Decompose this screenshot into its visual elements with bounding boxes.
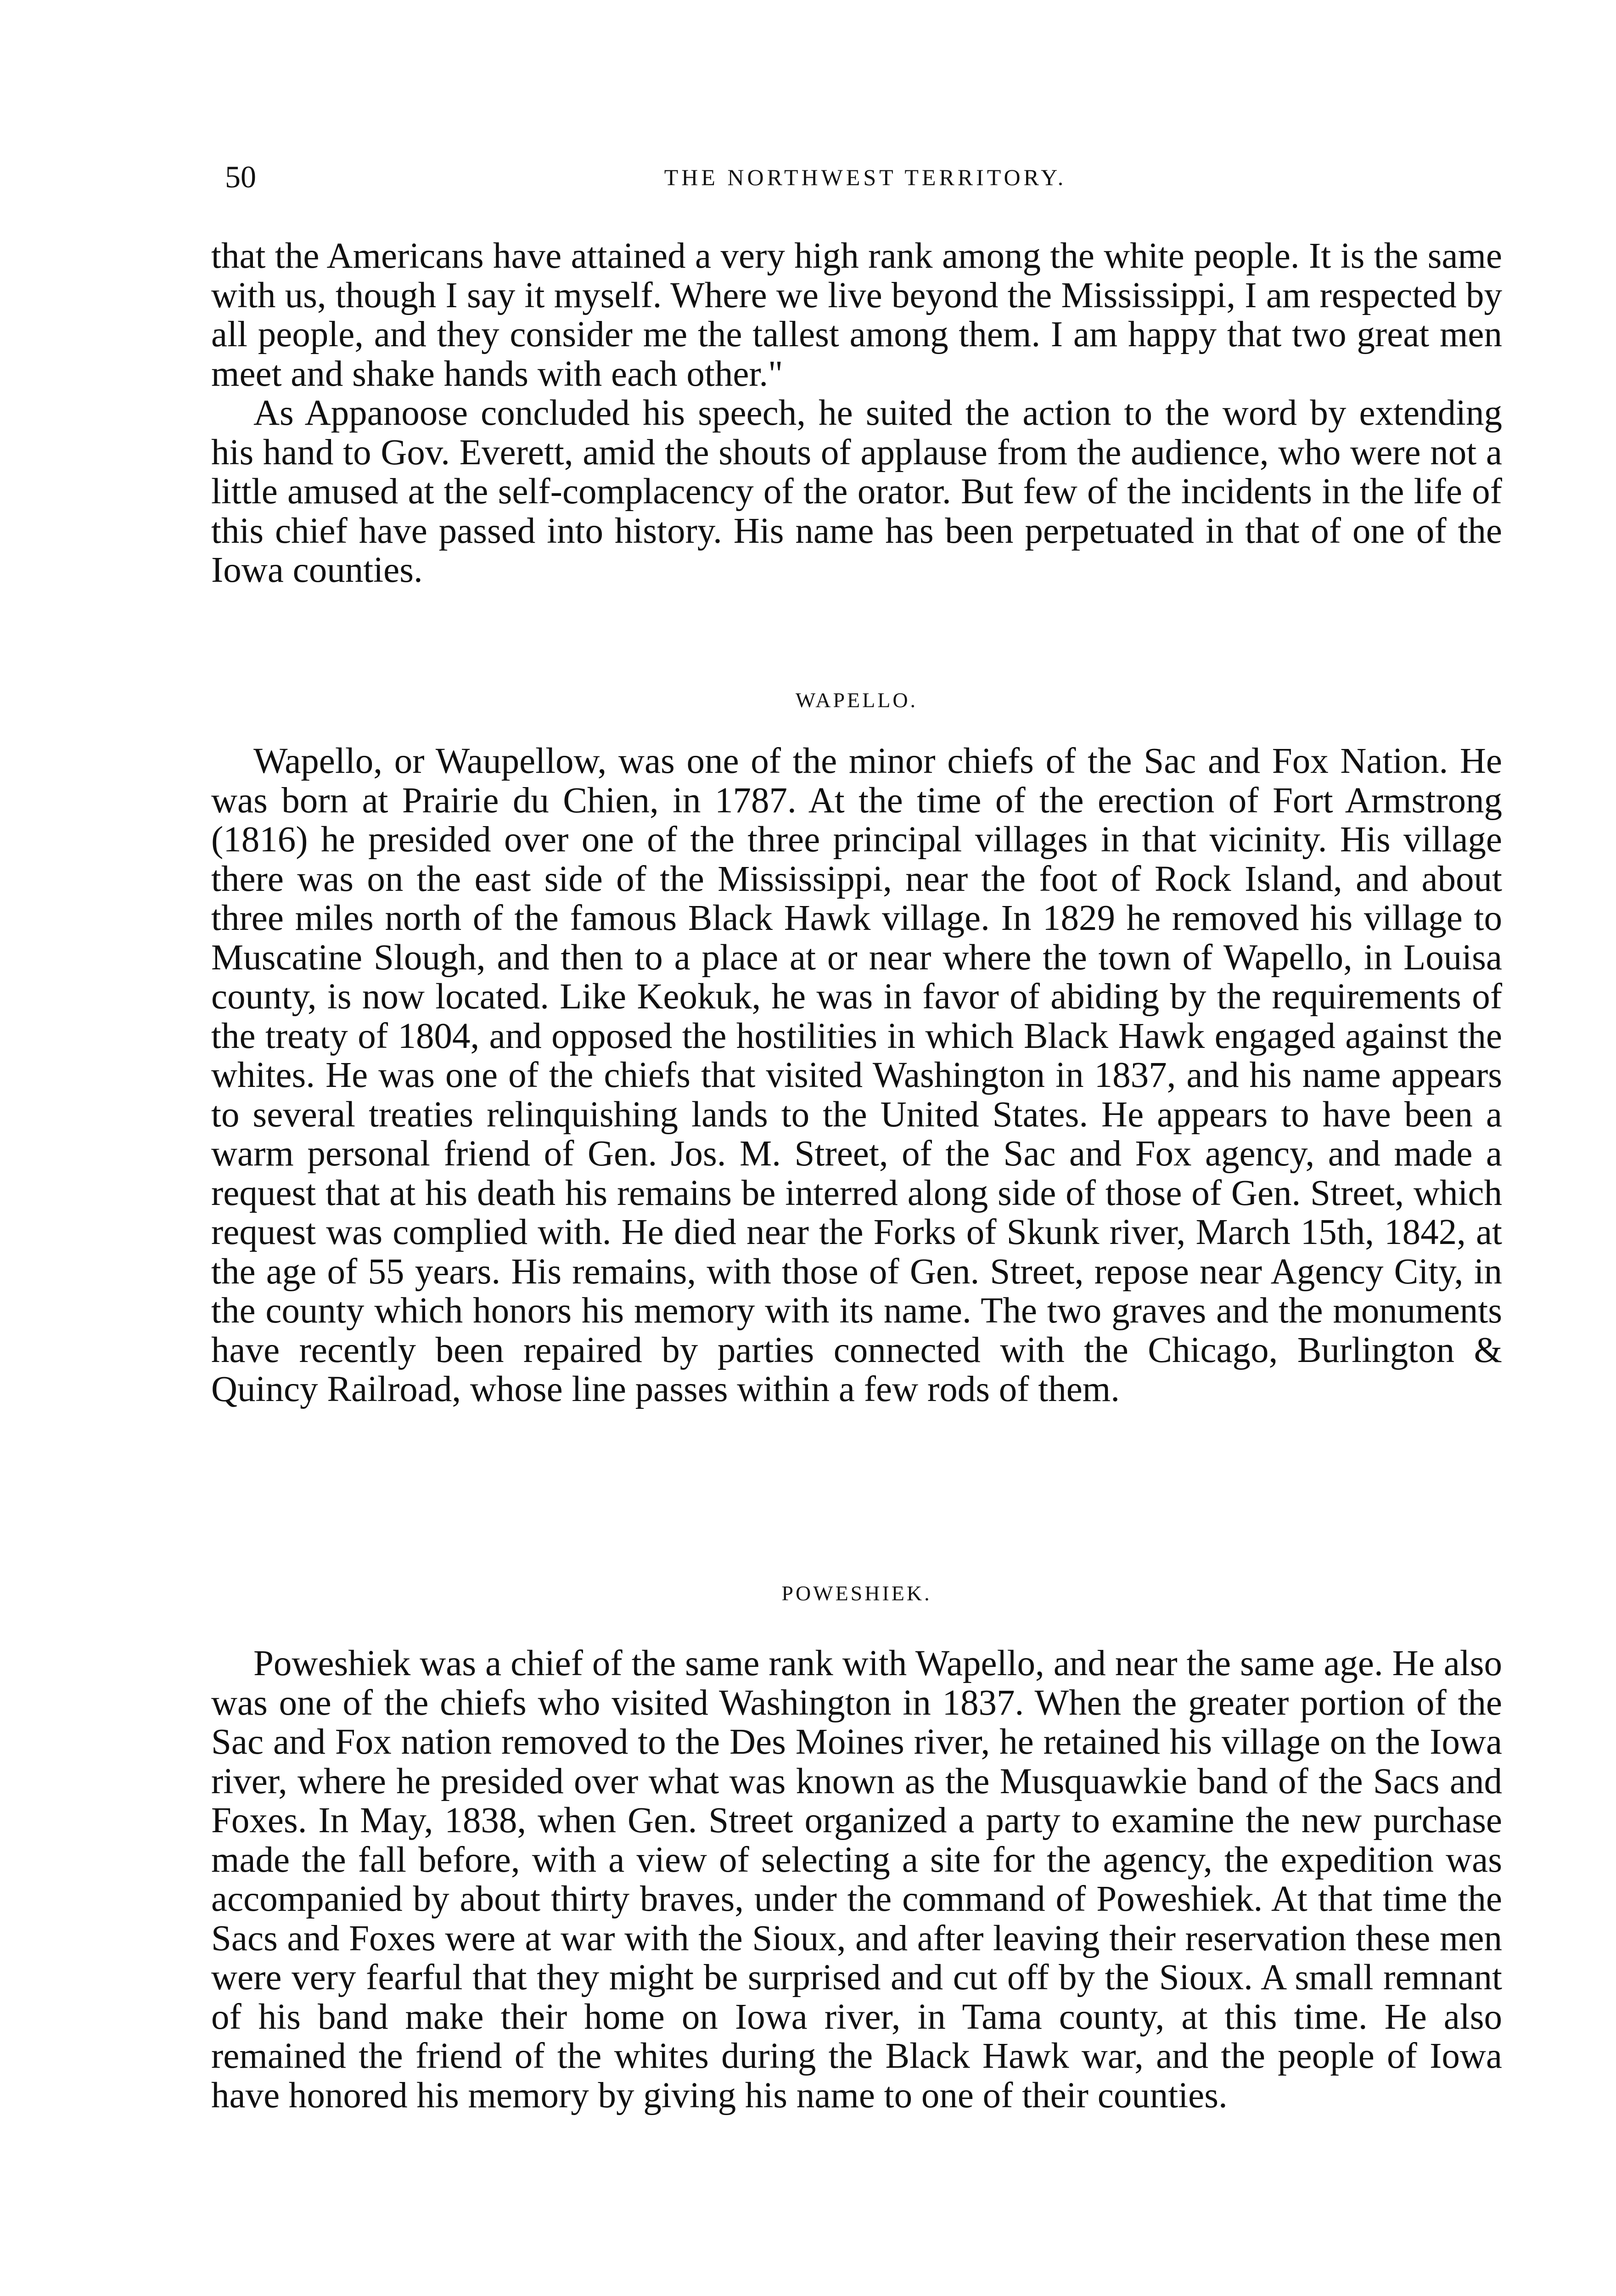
wapello-paragraph: Wapello, or Waupellow, was one of the minor chiefs of the Sac and Fox Nation. He was born at Prairie du Chien, in 1787. At the time of the erection of Fort Armstrong (1816) he presided over one of the three principal villages in that vicinity. His village there was on the east side of the Mississippi, near the foot of Rock Island, and about three miles north of the famous Black Hawk village. In 1829 he removed his village to Muscatine Slough, and then to a place at or near where the town of Wapello, in Louisa county, is now located. Like Keokuk, he was in favor of abiding by the requirements of the treaty of 1804, and opposed the hostilities in which Black Hawk engaged against the whites. He was one of the chiefs that visited Washington in 1837, and his name appears to several treaties relinquishing lands to the United States. He appears to have been a warm personal friend of Gen. Jos. M. Street, of the Sac and Fox agency, and made a request that at his death his remains be interred along side of those of Gen. Street, which request was complied with. He died near the Forks of Skunk river, March 15th, 1842, at the age of 55 years. His remains, with those of Gen. Street, repose near Agency City, in the county which honors his memory with its name. The two graves and the monuments have recently been repaired by parties connected with the Chicago, Burlington & Quincy Railroad, whose line passes within a few rods of them. <box>211 741 1502 1409</box>
page-number: 50 <box>225 159 256 194</box>
poweshiek-section <box>211 1644 1502 2115</box>
wapello-section <box>211 742 1502 1409</box>
intro-continuation-paragraph: that the Americans have attained a very high rank among the white people. It is the same with us, though I say it myself. Where we live beyond the Mississippi, I am respected by all people, and they consider me the tallest among them. I am happy that two great men meet and shake hands with each other." <box>211 236 1502 394</box>
page-header <box>225 158 1506 195</box>
poweshiek-paragraph: Poweshiek was a chief of the same rank with Wapello, and near the same age. He also was one of the chiefs who visited Washington in 1837. When the greater portion of the Sac and Fox nation removed to the Des Moines river, he retained his village on the Iowa river, where he presided over what was known as the Musquawkie band of the Sacs and Foxes. In May, 1838, when Gen. Street organized a party to examine the new purchase made the fall before, with a view of selecting a site for the agency, the expedition was accompanied by about thirty braves, under the command of Poweshiek. At that time the Sacs and Foxes were at war with the Sioux, and after leaving their reservation these men were very fearful that they might be surprised and cut off by the Sioux. A small remnant of his band make their home on Iowa river, in Tama county, at this time. He also remained the friend of the whites during the Black Hawk war, and the people of Iowa have honored his memory by giving his name to one of their counties. <box>211 1643 1502 2116</box>
intro-section <box>211 236 1502 590</box>
appanoose-paragraph: As Appanoose concluded his speech, he suited the action to the word by extending his hand to Gov. Everett, amid the shouts of applause from the audience, who were not a little amused at the self-complacency of the orator. But few of the incidents in the life of this chief have passed into history. His name has been perpetuated in that of one of the Iowa counties. <box>211 393 1502 590</box>
running-title: THE NORTHWEST TERRITORY. <box>664 164 1067 190</box>
poweshiek-heading: POWESHIEK. <box>781 1581 932 1605</box>
wapello-heading: WAPELLO. <box>795 688 918 712</box>
